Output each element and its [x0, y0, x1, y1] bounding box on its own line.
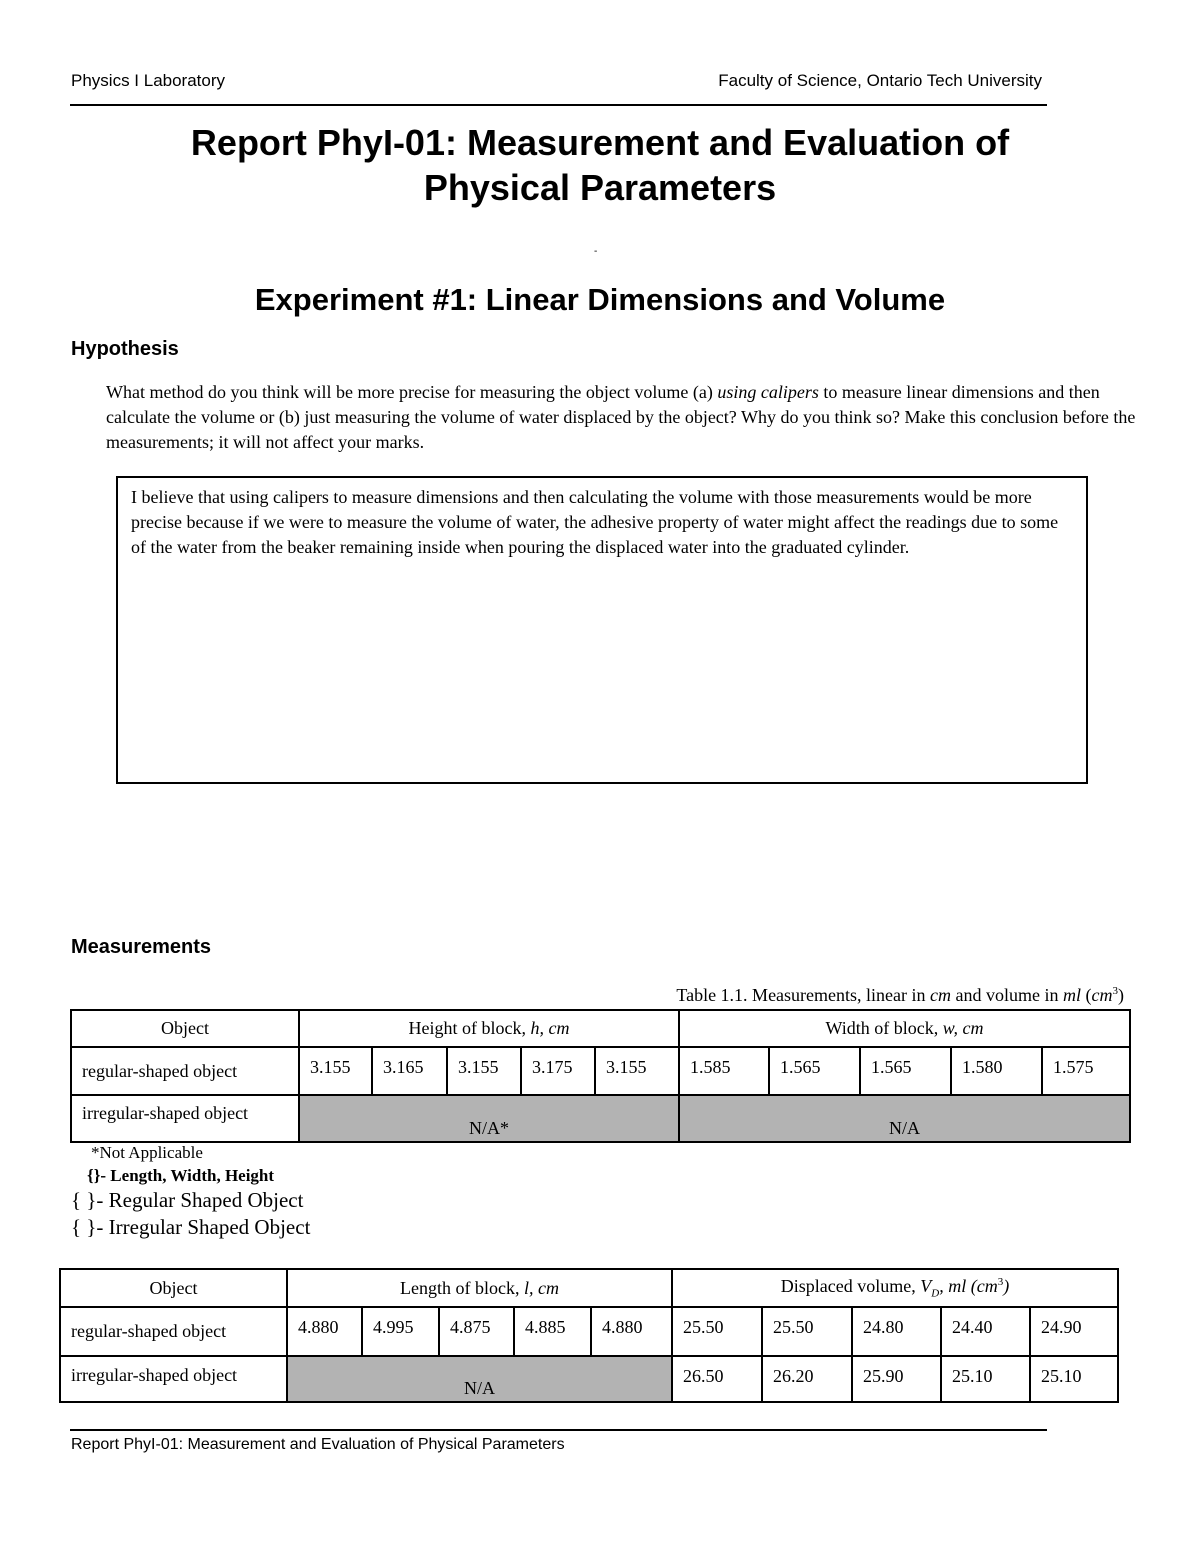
height-header-symbol: h, cm — [530, 1018, 570, 1038]
volume-cell[interactable]: 25.90 — [852, 1356, 941, 1402]
length-cell[interactable]: 4.995 — [362, 1307, 439, 1356]
volume-cell[interactable]: 24.40 — [941, 1307, 1030, 1356]
volume-cell[interactable]: 25.50 — [672, 1307, 762, 1356]
volume-header-text: Displaced volume, — [780, 1276, 921, 1297]
volume-cell[interactable]: 26.20 — [762, 1356, 852, 1402]
table-row — [60, 1307, 1118, 1356]
width-header-text: Width of block, — [825, 1018, 943, 1038]
question-part2: to measure linear dimensions and then calculate the volume or (b) just measuring the volume of water displaced by the object? Why do you think so? Make this conclusion before the measurements; it will not affect your marks. — [106, 382, 1136, 452]
volume-header-subscript: D — [931, 1287, 940, 1300]
hypothesis-question — [106, 380, 1146, 455]
na-cell-height: N/A* — [299, 1095, 679, 1142]
height-cell[interactable]: 3.155 — [447, 1047, 521, 1095]
width-cell[interactable]: 1.565 — [769, 1047, 860, 1095]
na-cell-width: N/A — [679, 1095, 1130, 1142]
caption-unit-ml: ml — [1063, 985, 1081, 1005]
caption-paren-close: ) — [1118, 985, 1124, 1005]
volume-cell[interactable]: 26.50 — [672, 1356, 762, 1402]
measurements-heading: Measurements — [71, 936, 212, 958]
row-label-irregular: irregular-shaped object — [60, 1356, 287, 1402]
row-label-regular: regular-shaped object — [71, 1047, 299, 1095]
header-divider — [70, 104, 1047, 106]
length-header — [287, 1269, 672, 1307]
length-cell[interactable]: 4.880 — [591, 1307, 672, 1356]
row-label-irregular: irregular-shaped object — [71, 1095, 299, 1142]
length-header-text: Length of block, — [400, 1277, 524, 1298]
volume-cell[interactable]: 24.80 — [852, 1307, 941, 1356]
height-cell[interactable]: 3.165 — [372, 1047, 447, 1095]
question-emphasis: using calipers — [717, 382, 819, 402]
measurements-table-height-width — [70, 1009, 1131, 1143]
note-regular-shaped: { }- Regular Shaped Object — [71, 1188, 304, 1212]
height-header — [299, 1010, 679, 1047]
caption-prefix: Table 1.1. Measurements, linear in — [676, 985, 931, 1005]
volume-header-close: ) — [1003, 1276, 1010, 1297]
volume-cell[interactable]: 25.50 — [762, 1307, 852, 1356]
length-cell[interactable]: 4.885 — [514, 1307, 591, 1356]
caption-unit-cm: cm — [930, 985, 952, 1005]
height-cell[interactable]: 3.175 — [521, 1047, 595, 1095]
table-row — [60, 1356, 1118, 1402]
hypothesis-heading: Hypothesis — [71, 338, 179, 360]
volume-cell[interactable]: 24.90 — [1030, 1307, 1118, 1356]
question-part1: What method do you think will be more precise for measuring the object volume (a) — [106, 382, 718, 402]
note-not-applicable: *Not Applicable — [91, 1143, 203, 1162]
caption-unit-cm3: cm — [1091, 985, 1113, 1005]
table-header-row — [60, 1269, 1118, 1307]
volume-cell[interactable]: 25.10 — [1030, 1356, 1118, 1402]
height-cell[interactable]: 3.155 — [299, 1047, 372, 1095]
length-header-symbol: l, cm — [523, 1277, 559, 1298]
row-label-regular: regular-shaped object — [60, 1307, 287, 1356]
height-cell[interactable]: 3.155 — [595, 1047, 679, 1095]
width-header-symbol: w, cm — [942, 1018, 984, 1038]
width-header — [679, 1010, 1130, 1047]
report-title-line1: Report PhyI-01: Measurement and Evaluation of — [190, 122, 1010, 163]
small-mark: - — [594, 246, 598, 257]
table-header-row — [71, 1010, 1130, 1047]
volume-header-unit: , ml (cm — [939, 1276, 998, 1297]
volume-header-symbol: V — [920, 1276, 932, 1297]
volume-header-sup: 3 — [997, 1276, 1004, 1289]
caption-middle: and volume in — [951, 985, 1063, 1005]
header-faculty: Faculty of Science, Ontario Tech University — [718, 71, 1042, 90]
table-row — [71, 1095, 1130, 1142]
height-header-text: Height of block, — [408, 1018, 531, 1038]
experiment-title: Experiment #1: Linear Dimensions and Volume — [254, 282, 946, 317]
note-irregular-shaped: { }- Irregular Shaped Object — [71, 1215, 311, 1239]
object-header: Object — [60, 1269, 287, 1307]
caption-sup: 3 — [1112, 985, 1118, 997]
table-row — [71, 1047, 1130, 1095]
header-course: Physics I Laboratory — [71, 71, 226, 90]
length-cell[interactable]: 4.875 — [439, 1307, 514, 1356]
report-title-line2: Physical Parameters — [423, 167, 777, 208]
footer-text: Report PhyI-01: Measurement and Evaluation of Physical Parameters — [71, 1436, 565, 1453]
width-cell[interactable]: 1.585 — [679, 1047, 769, 1095]
measurements-table-length-volume — [59, 1268, 1119, 1403]
object-header: Object — [71, 1010, 299, 1047]
width-cell[interactable]: 1.580 — [951, 1047, 1042, 1095]
report-title — [70, 120, 1130, 210]
footer-divider — [70, 1429, 1047, 1431]
width-cell[interactable]: 1.575 — [1042, 1047, 1130, 1095]
volume-header — [672, 1269, 1118, 1307]
hypothesis-answer-text: I believe that using calipers to measure dimensions and then calculating the volume with those measurements would be more precise because if we were to measure the volume of water, the adhesive property of water might affect the readings due to some of the water from the beaker remaining inside when pouring the displaced water into the graduated cylinder. — [131, 487, 1059, 557]
hypothesis-answer-box[interactable] — [116, 476, 1088, 784]
width-cell[interactable]: 1.565 — [860, 1047, 951, 1095]
length-cell[interactable]: 4.880 — [287, 1307, 362, 1356]
volume-cell[interactable]: 25.10 — [941, 1356, 1030, 1402]
na-cell-length: N/A — [287, 1356, 672, 1402]
caption-paren-open: ( — [1081, 985, 1092, 1005]
table-caption — [676, 985, 1124, 1006]
note-length-width-height: {}- Length, Width, Height — [87, 1166, 275, 1185]
